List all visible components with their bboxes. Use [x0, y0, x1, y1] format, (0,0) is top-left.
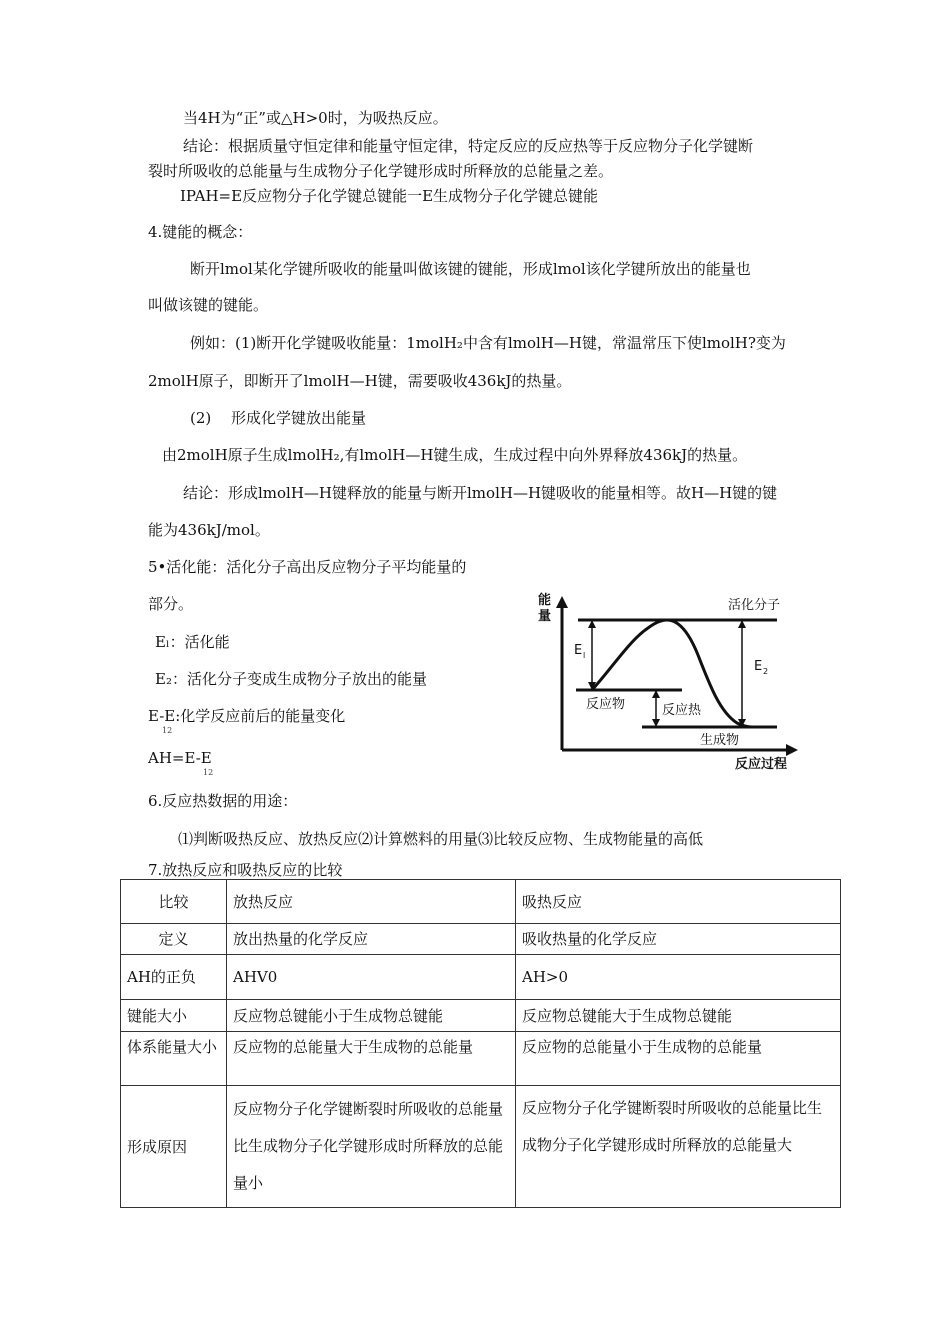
- e1-e2-definition: E-E:化学反应前后的能量变化: [148, 707, 346, 725]
- row-label: 键能大小: [121, 1000, 227, 1032]
- y-axis-label-2: 量: [538, 609, 552, 624]
- e1-label-sub: l: [583, 651, 586, 660]
- activated-molecule-label: 活化分子: [728, 598, 781, 613]
- reactant-label: 反应物: [586, 697, 626, 712]
- table-cell: 反应物的总能量大于生成物的总能量: [227, 1032, 516, 1086]
- delta-h-equation: AH=E-E: [148, 749, 212, 767]
- table-row: [121, 924, 841, 955]
- section-6-heading: 6.反应热数据的用途：: [148, 792, 298, 810]
- e2-label-sub: 2: [763, 667, 769, 676]
- table-cell: AHV0: [227, 955, 516, 1000]
- row-label: 定义: [121, 924, 227, 955]
- table-cell: 放出热量的化学反应: [227, 924, 516, 955]
- example-text-1: 例如：(1)断开化学键吸收能量：1molH₂中含有lmolH—H键，常温常压下使lmolH?变为: [190, 334, 786, 352]
- table-cell: AH>0: [516, 955, 841, 1000]
- e2-label: E: [754, 659, 763, 674]
- section-5-heading-cont: 部分。: [148, 595, 194, 613]
- section-7-heading: 7.放热反应和吸热反应的比较: [148, 861, 343, 879]
- table-row: [121, 1000, 841, 1032]
- e2-definition: E₂：活化分子变成生成物分子放出的能量: [155, 670, 427, 688]
- delta-h-subscript: 12: [203, 768, 214, 777]
- example-part-2-heading: (2) 形成化学键放出能量: [190, 409, 367, 427]
- table-cell: 反应物分子化学键断裂时所吸收的总能量比生成物分子化学键形成时所释放的总能量大: [516, 1086, 841, 1208]
- row-label: 形成原因: [121, 1086, 227, 1208]
- bond-energy-definition-2: 叫做该键的键能。: [148, 296, 269, 314]
- y-axis-arrow: [556, 596, 568, 608]
- x-axis-label: 反应过程: [735, 757, 788, 772]
- conclusion-hh-text-2: 能为436kJ/mol。: [148, 521, 270, 539]
- y-axis-label-1: 能: [538, 593, 552, 608]
- table-row: [121, 1032, 841, 1086]
- example-text-2: 2molH原子，即断开了lmolH—H键，需要吸收436kJ的热量。: [148, 372, 572, 390]
- conclusion-text-1: 结论：根据质量守恒定律和能量守恒定律，特定反应的反应热等于反应物分子化学键断: [183, 137, 754, 155]
- energy-diagram: [530, 590, 800, 772]
- example-part-2-text: 由2molH原子生成lmolH₂,有lmolH—H键生成，生成过程中向外界释放436kJ的热量。: [162, 446, 748, 464]
- conclusion-text-2: 裂时所吸收的总能量与生成物分子化学键形成时所释放的总能量之差。: [148, 162, 614, 180]
- table-row: [121, 1086, 841, 1208]
- header-endothermic: 吸热反应: [516, 880, 841, 924]
- table-cell: 反应物的总能量小于生成物的总能量: [516, 1032, 841, 1086]
- comparison-table: [120, 879, 841, 1208]
- row-label: AH的正负: [121, 955, 227, 1000]
- table-header-row: [121, 880, 841, 924]
- product-label: 生成物: [700, 733, 740, 748]
- endothermic-condition-text: 当4H为“正”或△H>0时，为吸热反应。: [183, 109, 448, 127]
- table-cell: 吸收热量的化学反应: [516, 924, 841, 955]
- section-4-heading: 4.键能的概念：: [148, 223, 253, 241]
- table-cell: 反应物总键能小于生成物总键能: [227, 1000, 516, 1032]
- delta-h-formula: IPAH=E反应物分子化学键总键能一E生成物分子化学键总键能: [180, 187, 599, 205]
- uses-list: ⑴判断吸热反应、放热反应⑵计算燃料的用量⑶比较反应物、生成物能量的高低: [178, 830, 704, 848]
- table-cell: 反应物总键能大于生成物总键能: [516, 1000, 841, 1032]
- header-exothermic: 放热反应: [227, 880, 516, 924]
- header-compare: 比较: [121, 880, 227, 924]
- reaction-heat-label: 反应热: [662, 703, 702, 718]
- table-row: [121, 955, 841, 1000]
- row-label: 体系能量大小: [121, 1032, 227, 1086]
- conclusion-hh-text-1: 结论：形成lmolH—H键释放的能量与断开lmolH—H键吸收的能量相等。故H—H键的键: [183, 484, 778, 502]
- e1-e2-subscript: 12: [162, 726, 173, 735]
- section-5-heading: 5•活化能：活化分子高出反应物分子平均能量的: [148, 558, 467, 576]
- x-axis-arrow: [786, 744, 798, 756]
- bond-energy-definition-1: 断开lmol某化学键所吸收的能量叫做该键的键能，形成lmol该化学键所放出的能量也: [190, 260, 751, 278]
- e1-label: E: [574, 643, 583, 658]
- e1-definition: Eₗ：活化能: [155, 633, 230, 651]
- table-cell: 反应物分子化学键断裂时所吸收的总能量比生成物分子化学键形成时所释放的总能量小: [227, 1086, 516, 1208]
